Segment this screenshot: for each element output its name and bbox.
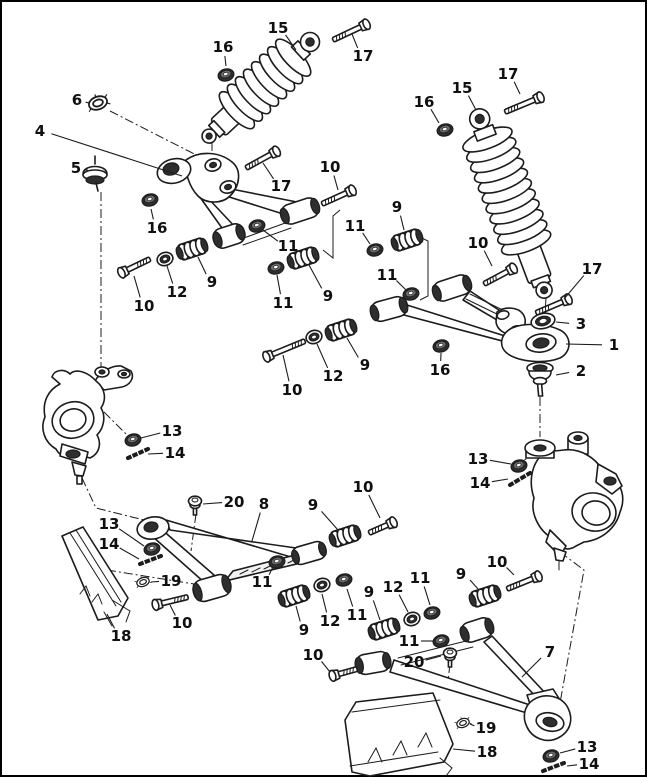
part-number-label: 10 [319, 158, 341, 176]
part-number-label: 11 [398, 632, 420, 650]
part-number-label: 12 [166, 283, 188, 301]
part-number-label: 9 [359, 356, 371, 374]
part-number-label: 15 [451, 79, 473, 97]
part-number-label: 3 [575, 315, 587, 333]
part-number-label: 16 [212, 38, 234, 56]
part-number-label: 13 [161, 422, 183, 440]
part-number-label: 18 [110, 627, 132, 645]
part-number-label: 13 [576, 738, 598, 756]
part-number-label: 6 [71, 91, 83, 109]
part-number-label: 4 [34, 122, 46, 140]
part-number-label: 17 [270, 177, 292, 195]
part-number-label: 5 [70, 159, 82, 177]
part-number-label: 11 [409, 569, 431, 587]
part-number-label: 14 [164, 444, 186, 462]
part-number-label: 11 [251, 573, 273, 591]
part-number-label: 17 [497, 65, 519, 83]
part-number-label: 20 [403, 653, 425, 671]
part-number-label: 9 [391, 198, 403, 216]
part-number-label: 17 [581, 260, 603, 278]
part-number-label: 10 [467, 234, 489, 252]
part-number-label: 15 [267, 19, 289, 37]
part-number-label: 9 [298, 621, 310, 639]
part-number-label: 9 [363, 583, 375, 601]
part-number-label: 9 [307, 496, 319, 514]
part-number-label: 9 [455, 565, 467, 583]
bottom-arm-guard [345, 693, 453, 776]
part-number-label: 14 [98, 535, 120, 553]
part-number-label: 11 [344, 217, 366, 235]
leader-line [148, 453, 163, 454]
part-number-label: 10 [352, 478, 374, 496]
part-number-label: 11 [346, 606, 368, 624]
part-number-label: 14 [578, 755, 600, 773]
part-number-label: 12 [319, 612, 341, 630]
part-number-label: 19 [160, 572, 182, 590]
part-number-label: 2 [575, 362, 587, 380]
part-number-label: 10 [486, 553, 508, 571]
part-number-label: 11 [272, 294, 294, 312]
part-number-label: 1 [608, 336, 620, 354]
part-number-label: 20 [223, 493, 245, 511]
part-number-label: 10 [281, 381, 303, 399]
part-number-label: 12 [382, 578, 404, 596]
part-number-label: 10 [133, 297, 155, 315]
part-number-label: 8 [258, 495, 270, 513]
part-number-label: 10 [171, 614, 193, 632]
part-number-label: 16 [429, 361, 451, 379]
part-number-label: 13 [98, 515, 120, 533]
part-number-label: 14 [469, 474, 491, 492]
part-number-label: 7 [544, 643, 556, 661]
part-number-label: 11 [277, 237, 299, 255]
part-number-label: 9 [206, 273, 218, 291]
part-number-label: 18 [476, 743, 498, 761]
part-number-label: 10 [302, 646, 324, 664]
part-number-label: 16 [146, 219, 168, 237]
part-number-label: 13 [467, 450, 489, 468]
part-number-label: 16 [413, 93, 435, 111]
part-number-label: 12 [322, 367, 344, 385]
part-number-label: 11 [376, 266, 398, 284]
part-number-label: 17 [352, 47, 374, 65]
leader-line [151, 581, 159, 582]
part-number-label: 19 [475, 719, 497, 737]
part-number-label: 9 [322, 287, 334, 305]
